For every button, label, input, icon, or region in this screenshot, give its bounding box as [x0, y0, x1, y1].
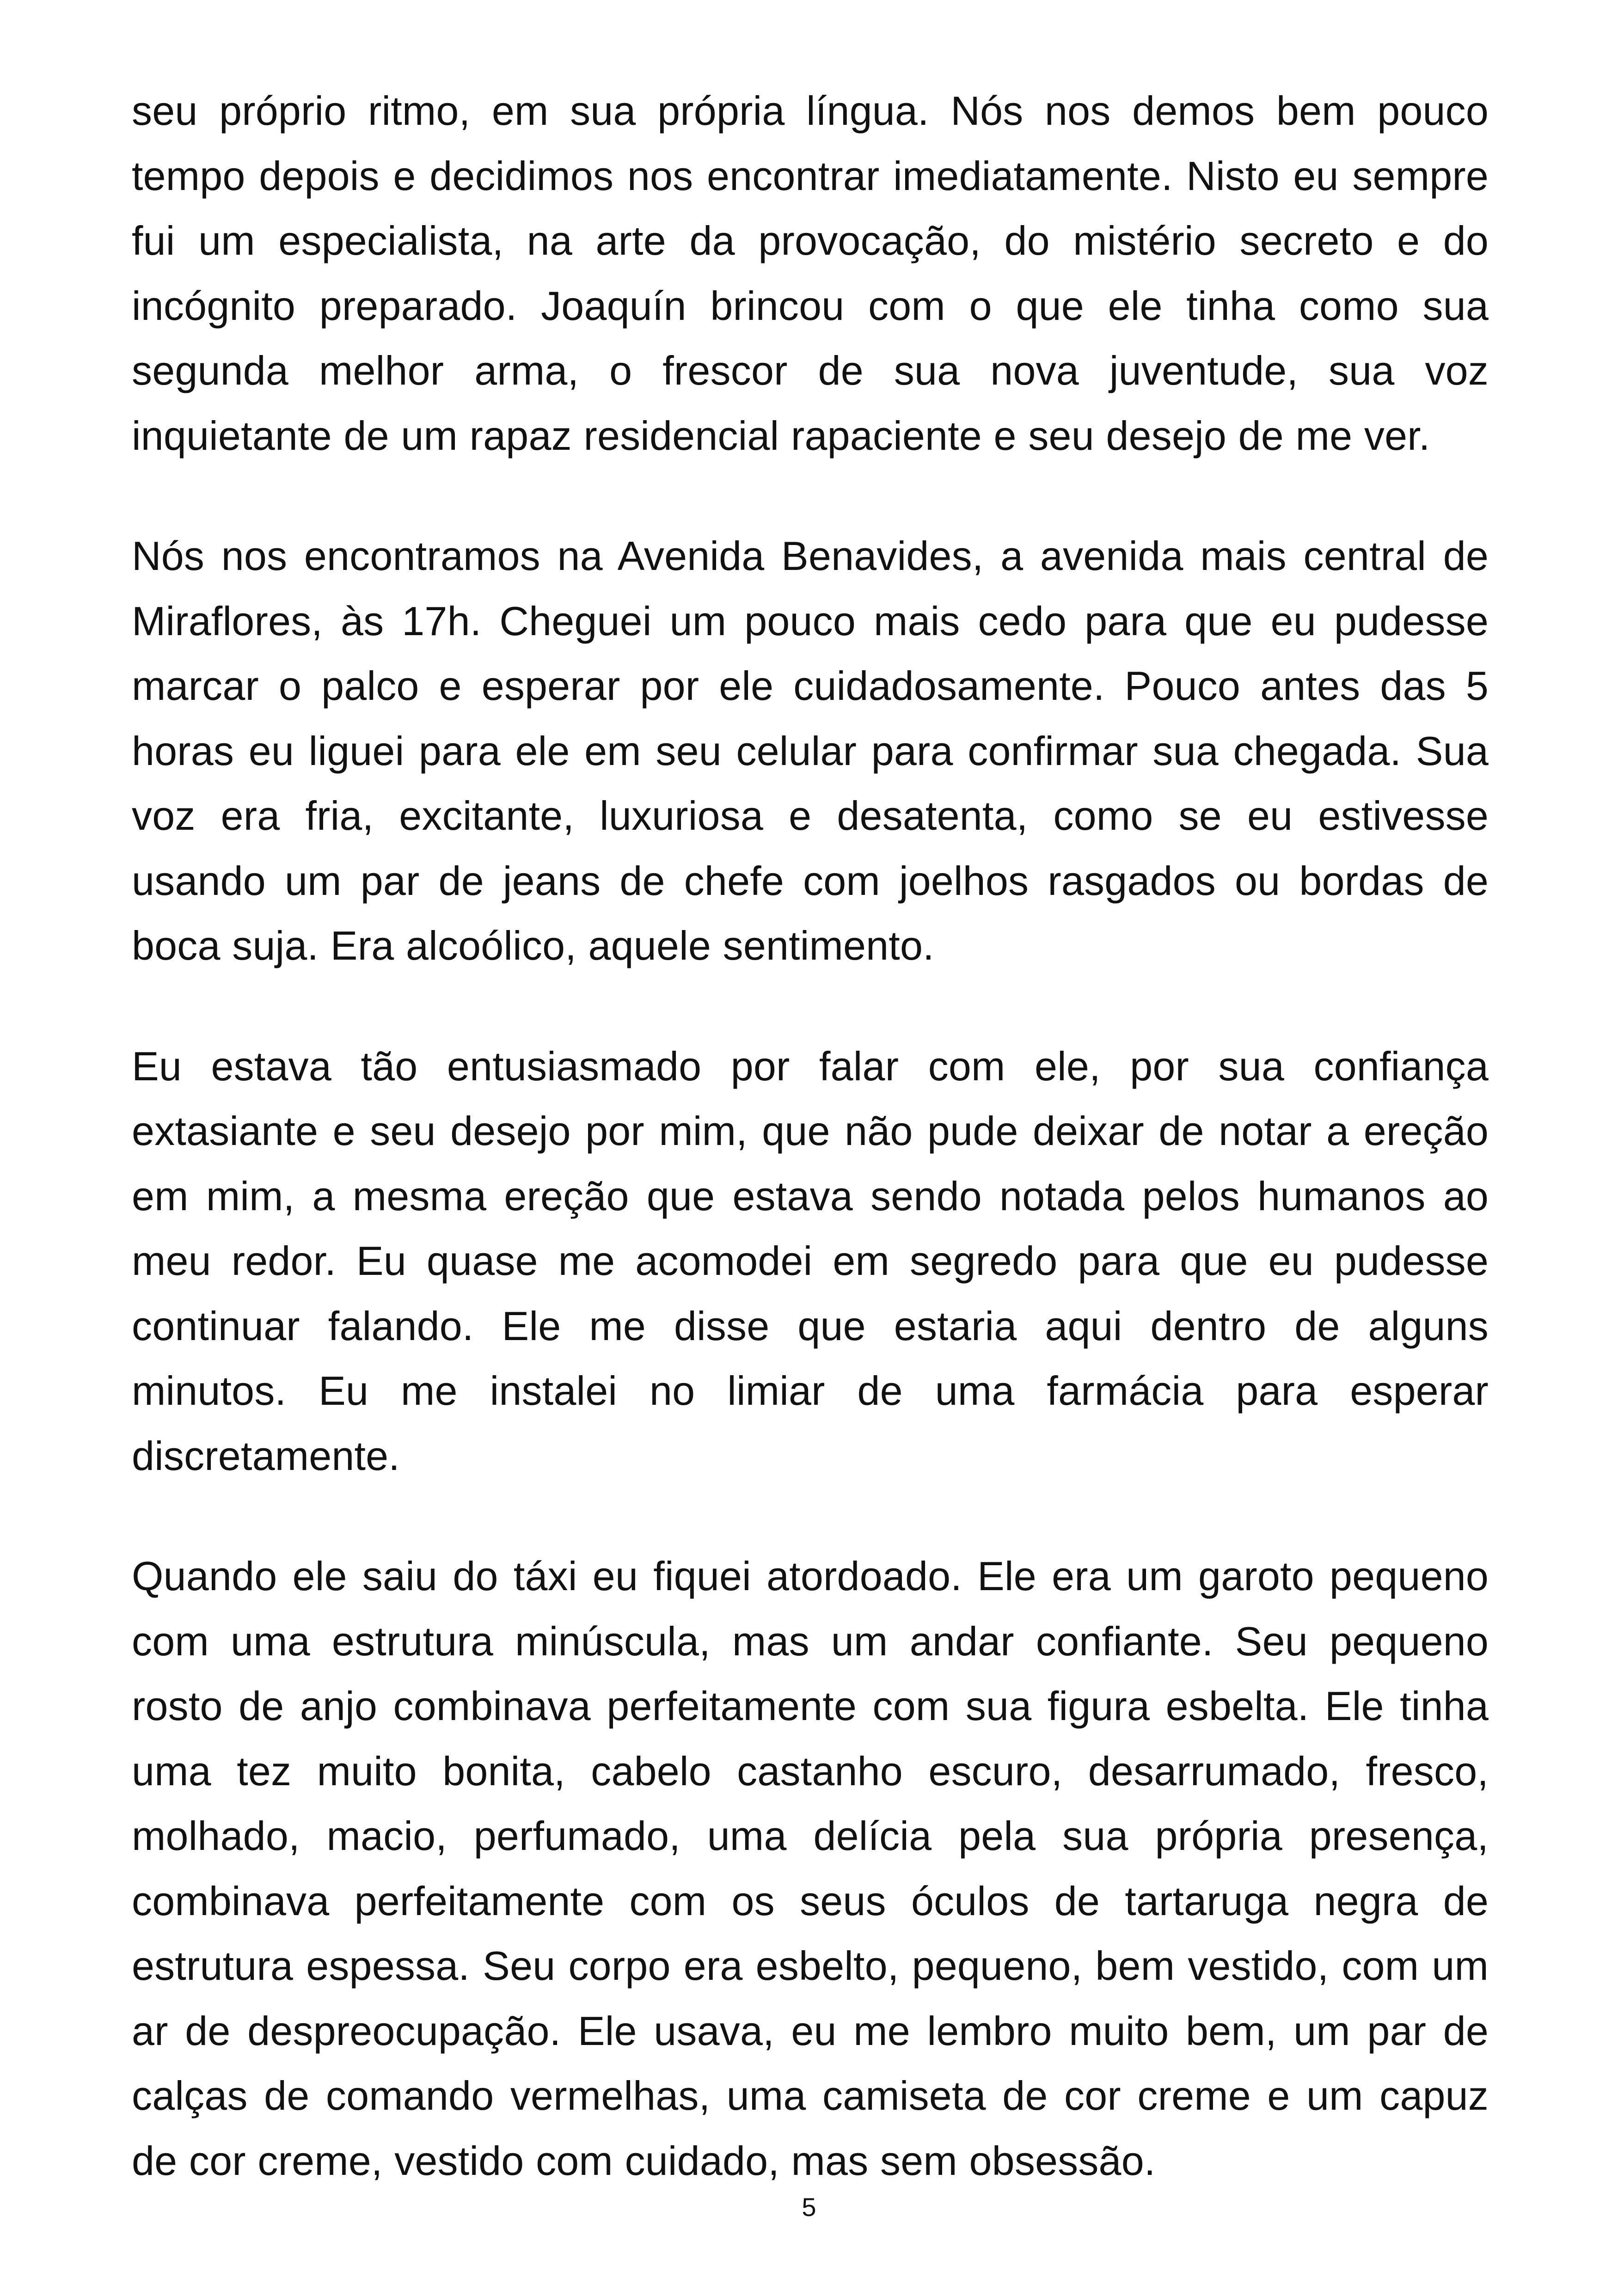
page-number: 5 — [802, 2192, 816, 2222]
paragraph-3: Eu estava tão entusiasmado por falar com ele, por sua confiança extasiante e seu desejo por mim, que não pude deixar de notar a ereção em mim, a mesma ereção que estava sendo notada pelos humanos ao meu redor. Eu quase me acomodei em segredo para que eu pudesse continuar falando. Ele me disse que estaria aqui dentro de alguns minutos. Eu me instalei no limiar de uma farmácia para esperar discretamente. — [132, 1043, 1489, 1479]
paragraph-4: Quando ele saiu do táxi eu fiquei atordoado. Ele era um garoto pequeno com uma estrutura minúscula, mas um andar confiante. Seu pequeno rosto de anjo combinava perfeitamente com sua figura esbelta. Ele tinha uma tez muito bonita, cabelo castanho escuro, desarrumado, fresco, molhado, macio, perfumado, uma delícia pela sua própria presença, combinava perfeitamente com os seus óculos de tartaruga negra de estrutura espessa. Seu corpo era esbelto, pequeno, bem vestido, com um ar de despreocupação. Ele usava, eu me lembro muito bem, um par de calças de comando vermelhas, uma camiseta de cor creme e um capuz de cor creme, vestido com cuidado, mas sem obsessão. — [132, 1553, 1489, 2184]
paragraph-2: Nós nos encontramos na Avenida Benavides, a avenida mais central de Miraflores, às 17h. Cheguei um pouco mais cedo para que eu pudesse marcar o palco e esperar por ele cuidadosamente. Pouco antes das 5 horas eu liguei para ele em seu celular para confirmar sua chegada. Sua voz era fria, excitante, luxuriosa e desatenta, como se eu estivesse usando um par de jeans de chefe com joelhos rasgados ou bordas de boca suja. Era alcoólico, aquele sentimento. — [132, 533, 1489, 968]
body-text — [132, 79, 1489, 2249]
paragraph-1: seu próprio ritmo, em sua própria língua. Nós nos demos bem pouco tempo depois e decidimos nos encontrar imediatamente. Nisto eu sempre fui um especialista, na arte da provocação, do mistério secreto e do incógnito preparado. Joaquín brincou com o que ele tinha como sua segunda melhor arma, o frescor de sua nova juventude, sua voz inquietante de um rapaz residencial rapaciente e seu desejo de me ver. — [132, 88, 1489, 459]
